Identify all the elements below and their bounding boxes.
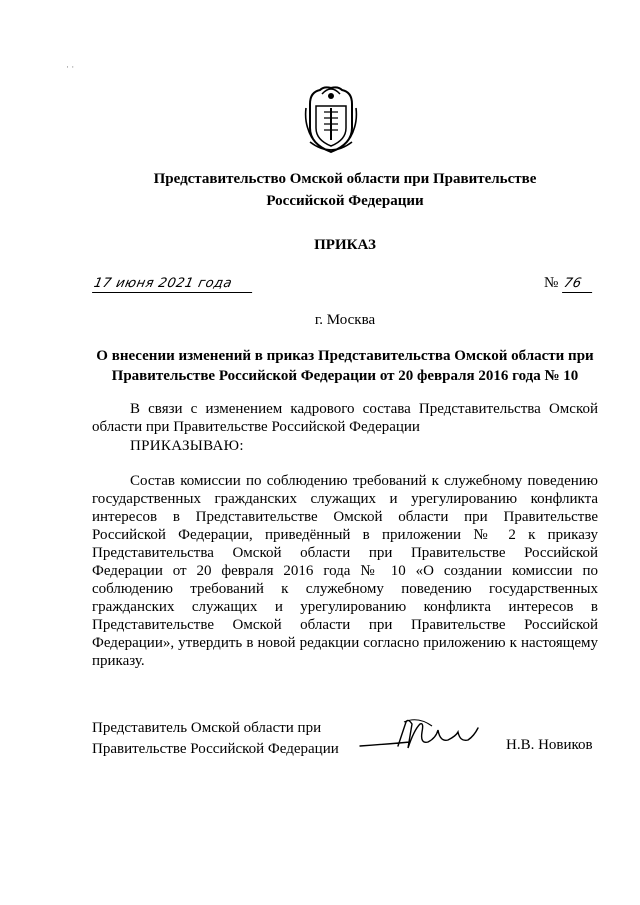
scan-mark: · ·: [66, 62, 75, 72]
organization-header: [80, 168, 610, 212]
city: г. Москва: [314, 312, 376, 328]
signatory-title-line-2: Правительстве Российской Федерации: [92, 741, 339, 757]
handwritten-signature-icon: [358, 716, 482, 756]
number-label: №: [544, 275, 559, 291]
subject-line-1: О внесении изменений в приказ Представительства Омской области при: [96, 348, 594, 364]
document-number: [544, 275, 592, 293]
organization-line-2: Российской Федерации: [266, 193, 424, 209]
document-type: ПРИКАЗ: [314, 237, 376, 253]
signatory-name: Н.В. Новиков: [506, 737, 593, 753]
organization-line-1: Представительство Омской области при Правительстве: [153, 171, 537, 187]
signatory-title-line-1: Представитель Омской области при: [92, 720, 322, 736]
document-date: 17 июня 2021 года: [92, 276, 256, 293]
paragraph-order-body: Состав комиссии по соблюдению требований к служебному поведению государственных гражданских служащих и урегулированию конфликта интересов в Представительстве Омской области при Правительстве Российской Федерации, приведённый в приложении № 2 к приказу Представительства Омской области при Правительстве Российской Федерации от 20 февраля 2016 года № 10 «О создании комиссии по соблюдению требований к служебному поведению государственных гражданских служащих и урегулированию конфликта интересов в Представительстве Омской области при Правительстве Российской Федерации», утвердить в новой редакции согласно приложению к настоящему приказу.: [92, 473, 598, 669]
subject-line-2: Правительстве Российской Федерации от 20 февраля 2016 года № 10: [111, 368, 579, 384]
number-value: 76: [562, 276, 596, 293]
order-word: ПРИКАЗЫВАЮ:: [130, 438, 244, 454]
paragraph-preamble: В связи с изменением кадрового состава Представительства Омской области при Правительстве Российской Федерации: [92, 401, 598, 435]
signatory-title: [92, 718, 339, 760]
coat-of-arms-emblem-icon: [302, 84, 360, 156]
document-subject: [92, 346, 598, 386]
